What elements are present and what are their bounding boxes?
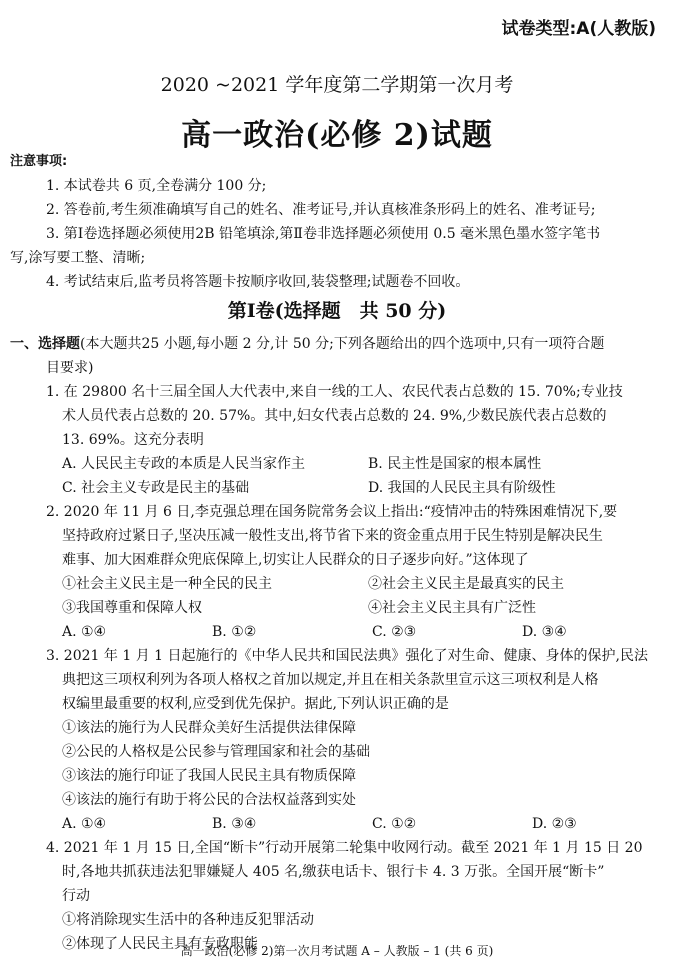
statement-3: ③该法的施行印证了我国人民民主具有物质保障	[62, 768, 356, 784]
part-description: (本大题共25 小题,每小题 2 分,计 50 分;下列各题给出的四个选项中,只有一项符合题	[80, 336, 605, 352]
option-a: A. 人民民主专政的本质是人民当家作主	[62, 456, 306, 472]
question-text-line: 坚持政府过紧日子,坚决压减一般性支出,将节省下来的资金重点用于民生特别是解决民生	[62, 528, 603, 544]
options-row	[10, 812, 660, 836]
notice-block	[10, 150, 660, 294]
question-text-line: 权编里最重要的权利,应受到优先保护。据此,下列认识正确的是	[62, 696, 449, 712]
question-text-line: 4. 2021 年 1 月 15 日,全国“断卡”行动开展第二轮集中收网行动。截至 2021 年 1 月 15 日 20	[46, 840, 643, 856]
options-row	[10, 452, 660, 476]
option-b: B. ①②	[212, 624, 257, 640]
statement-1: ①该法的施行为人民群众美好生活提供法律保障	[62, 720, 356, 736]
option-b: B. 民主性是国家的根本属性	[368, 456, 542, 472]
paper-type-label: 试卷类型:A(人教版)	[501, 19, 656, 39]
option-c: C. ①②	[372, 816, 417, 832]
options-row	[10, 620, 660, 644]
statement-1: ①社会主义民主是一种全民的民主	[62, 576, 272, 592]
question-text-line: 行动	[62, 888, 90, 904]
statement-4: ④社会主义民主具有广泛性	[368, 600, 536, 616]
notice-heading: 注意事项:	[10, 154, 68, 169]
options-row	[10, 476, 660, 500]
question-2	[10, 500, 660, 572]
question-text-line: 时,各地共抓获违法犯罪嫌疑人 405 名,缴获电话卡、银行卡 4. 3 万张。全国开展“断卡”	[62, 864, 605, 880]
questions-body	[10, 332, 660, 956]
option-a: A. ①④	[62, 816, 107, 832]
notice-item: 2. 答卷前,考生须准确填写自己的姓名、准考证号,并认真核准条形码上的姓名、准考证号;	[46, 202, 596, 218]
question-text-line: 2. 2020 年 11 月 6 日,李克强总理在国务院常务会议上指出:“疫情冲击的特殊困难情况下,要	[46, 504, 618, 520]
option-d: D. 我国的人民民主具有阶级性	[368, 480, 556, 496]
statement-2: ②公民的人格权是公民参与管理国家和社会的基础	[62, 744, 370, 760]
question-text-line: 难事、加大困难群众兜底保障上,切实让人民群众的日子逐步向好。”这体现了	[62, 552, 529, 568]
question-text-line: 1. 在 29800 名十三届全国人大代表中,来自一线的工人、农民代表占总数的 15. 70%;专业技	[46, 384, 623, 400]
question-1	[10, 380, 660, 452]
option-d: D. ③④	[522, 624, 567, 640]
statements-row	[10, 572, 660, 596]
part-heading	[10, 332, 660, 356]
question-text-line: 3. 2021 年 1 月 1 日起施行的《中华人民共和国民法典》强化了对生命、健康、身体的保护,民法	[46, 648, 648, 664]
question-text-line: 典把这三项权利列为各项人格权之首加以规定,并且在相关条款里宣示这三项权利是人格	[62, 672, 599, 688]
question-3	[10, 644, 660, 716]
statement-4: ④该法的施行有助于将公民的合法权益落到实处	[62, 792, 356, 808]
statements-row	[10, 596, 660, 620]
question-text-line: 13. 69%。这充分表明	[62, 432, 204, 448]
statement-2: ②社会主义民主是最真实的民主	[368, 576, 564, 592]
notice-item: 4. 考试结束后,监考员将答题卡按顺序收回,装袋整理;试题卷不回收。	[46, 274, 470, 290]
statement-3: ③我国尊重和保障人权	[62, 600, 202, 616]
option-c: C. ②③	[372, 624, 417, 640]
question-4	[10, 836, 660, 908]
exam-title: 2020 ~2021 学年度第二学期第一次月考	[160, 74, 514, 96]
statement-1: ①将消除现实生活中的各种违反犯罪活动	[62, 912, 314, 928]
notice-item: 1. 本试卷共 6 页,全卷满分 100 分;	[46, 178, 267, 194]
notice-item-continued: 写,涂写要工整、清晰;	[10, 250, 146, 266]
page-footer: 高一政治(必修 2)第一次月考试题 A – 人教版 – 1 (共 6 页)	[180, 944, 494, 958]
part-label: 一、选择题	[10, 336, 80, 352]
notice-item: 3. 第Ⅰ卷选择题必须使用2B 铅笔填涂,第Ⅱ卷非选择题必须使用 0.5 毫米黑色墨水签字笔书	[46, 226, 601, 242]
statement-2: ②体现了人民民主具有专政职能	[62, 936, 258, 952]
page-title: 高一政治(必修 2)试题	[181, 118, 493, 153]
part-description-continued: 目要求)	[46, 360, 94, 376]
option-a: A. ①④	[62, 624, 107, 640]
question-text-line: 术人员代表占总数的 20. 57%。其中,妇女代表占总数的 24. 9%,少数民族代表占总数的	[62, 408, 607, 424]
option-c: C. 社会主义专政是民主的基础	[62, 480, 250, 496]
section-title: 第Ⅰ卷(选择题 共 50 分)	[227, 300, 447, 322]
option-b: B. ③④	[212, 816, 257, 832]
option-d: D. ②③	[532, 816, 577, 832]
